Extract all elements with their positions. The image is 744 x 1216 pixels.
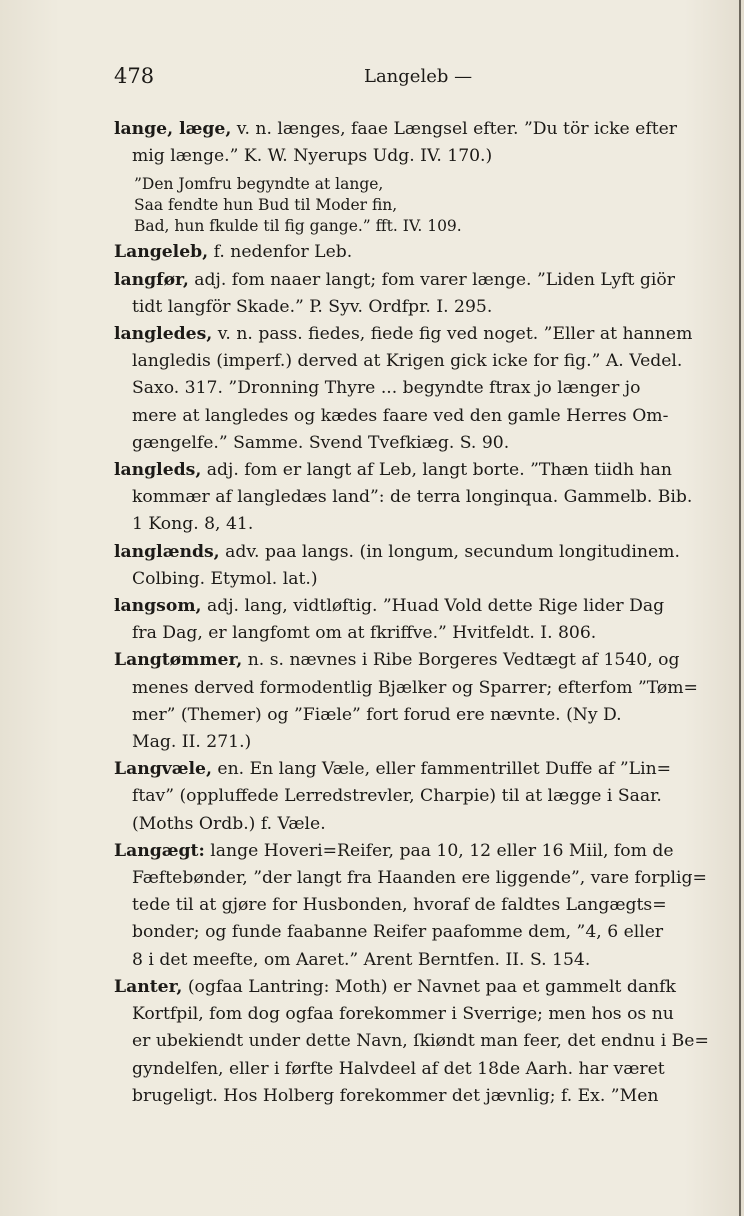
entry-langfor	[114, 267, 712, 321]
page-edge-rule	[739, 0, 741, 1216]
entry-line: er ubekiendt under dette Navn, ſkiøndt man feer, det endnu i Be=	[132, 1031, 709, 1052]
entry-langlaends	[114, 539, 712, 593]
verse-line: Saa fendte hun Bud til Moder fin,	[134, 196, 398, 215]
entry-line: Mag. II. 271.)	[132, 732, 252, 753]
entry-line: Colbing. Etymol. lat.)	[132, 568, 318, 589]
headword: Langeleb,	[114, 242, 209, 263]
headword: Langægt:	[114, 840, 205, 861]
entry-line: tidt langför Skade.” P. Syv. Ordfpr. I. 295.	[132, 296, 493, 317]
running-title: Langeleb —	[364, 66, 473, 87]
entry-line: Langægt: lange Hoveri=Reifer, paa 10, 12 eller 16 Miil, fom de	[114, 840, 674, 861]
entry-langtommer	[114, 647, 712, 756]
entry-line: Langeleb, f. nedenfor Leb.	[114, 242, 353, 263]
entry-line: langleds, adj. fom er langt af Leb, langt borte. ”Thæn tiidh han	[114, 460, 672, 481]
page-number: 478	[114, 64, 155, 88]
entry-line: gyndelfen, eller i førfte Halvdeel af det 18de Aarh. har været	[132, 1058, 665, 1079]
entry-line: langlænds, adv. paa langs. (in longum, secundum longitudinem.	[114, 541, 680, 562]
dictionary-body	[114, 116, 712, 1110]
entry-line: langfør, adj. fom naaer langt; fom varer længe. ”Liden Lyft giör	[114, 269, 675, 290]
entry-line: 1 Kong. 8, 41.	[132, 514, 254, 535]
headword: langfør,	[114, 269, 189, 290]
entry-line: tede til at gjøre for Husbonden, hvoraf de faldtes Langægts=	[132, 895, 667, 916]
verse-line: Bad, hun fkulde til fig gange.” fft. IV. 109.	[134, 217, 462, 236]
entry-line: menes derved formodentlig Bjælker og Sparrer; efterfom ”Tøm=	[132, 677, 698, 698]
entry-langleds	[114, 457, 712, 539]
entry-line: 8 i det meefte, om Aaret.” Arent Berntfen. II. S. 154.	[132, 949, 591, 970]
entry-line: gængelfe.” Samme. Svend Tvefkiæg. S. 90.	[132, 432, 510, 453]
entry-langledes	[114, 321, 712, 457]
entry-langvaele	[114, 756, 712, 838]
headword: langsom,	[114, 596, 202, 617]
headword: langlænds,	[114, 541, 220, 562]
headword: Langvæle,	[114, 759, 212, 780]
entry-langaegt	[114, 838, 712, 974]
entry-line: kommær af langledæs land”: de terra longinqua. Gammelb. Bib.	[132, 487, 693, 508]
headword: lange, læge,	[114, 119, 232, 139]
entry-line: mig længe.” K. W. Nyerups Udg. IV. 170.)	[132, 146, 493, 167]
entry-langeleb	[114, 239, 712, 266]
entry-line: langledes, v. n. pass. fiedes, fiede fig ved noget. ”Eller at hannem	[114, 324, 693, 345]
entry-line: ftav” (oppluffede Lerredstrevler, Charpie) til at lægge i Saar.	[132, 786, 662, 807]
entry-line: mer” (Themer) og ”Fiæle” fort forud ere nævnte. (Ny D.	[132, 704, 622, 725]
entry-line: Kortfpil, fom dog ogfaa forekommer i Sverrige; men hos os nu	[132, 1004, 674, 1025]
entry-line: Saxo. 317. ”Dronning Thyre ... begyndte ftrax jo længer jo	[132, 378, 641, 399]
entry-line: lange, læge, v. n. længes, faae Længsel efter. ”Du tör icke efter	[114, 119, 677, 139]
entry-langsom	[114, 593, 712, 647]
headword: Lanter,	[114, 976, 183, 997]
entry-line: Langtømmer, n. s. nævnes i Ribe Borgeres Vedtægt af 1540, og	[114, 650, 680, 671]
entry-line: langsom, adj. lang, vidtløftig. ”Huad Vold dette Rige lider Dag	[114, 596, 665, 617]
headword: langledes,	[114, 324, 213, 345]
entry-line: (Moths Ordb.) f. Væle.	[132, 813, 326, 834]
entry-line: Langvæle, en. En lang Væle, eller fammentrillet Duffe af ”Lin=	[114, 759, 672, 780]
entry-lanter	[114, 974, 712, 1110]
headword: Langtømmer,	[114, 650, 243, 671]
entry-line: Fæftebønder, ”der langt fra Haanden ere liggende”, vare forplig=	[132, 868, 707, 889]
entry-line: brugeligt. Hos Holberg forekommer det jævnlig; f. Ex. ”Men	[132, 1085, 659, 1106]
headword: langleds,	[114, 460, 202, 481]
entry-line: bonder; og funde faabanne Reifer paafomme dem, ”4, 6 eller	[132, 922, 664, 943]
verse-line: ”Den Jomfru begyndte at lange,	[134, 175, 384, 194]
entry-line: fra Dag, er langfomt om at fkriffve.” Hvitfeldt. I. 806.	[132, 623, 597, 644]
entry-line: Lanter, (ogfaa Lantring: Moth) er Navnet paa et gammelt danfk	[114, 976, 676, 997]
quoted-verse	[114, 174, 712, 237]
page-header	[114, 64, 714, 94]
entry-line: mere at langledes og kædes faare ved den gamle Herres Om-	[132, 405, 669, 426]
entry-line: langledis (imperf.) derved at Krigen gick icke for fig.” A. Vedel.	[132, 351, 683, 372]
entry-lange	[114, 116, 712, 237]
